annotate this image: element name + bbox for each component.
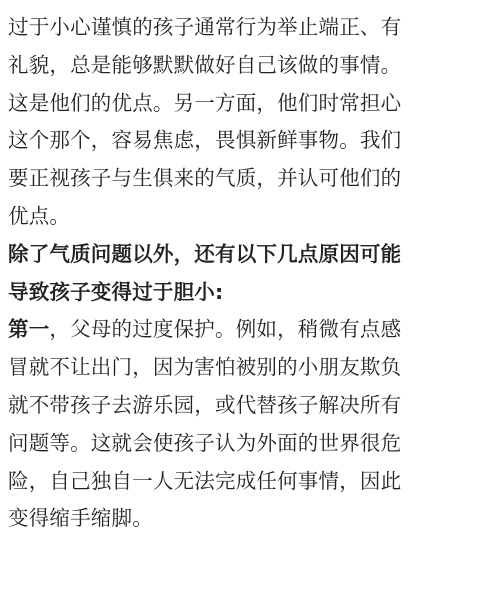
text-line: 过于小心谨慎的孩子通常行为举止端正、有 [8, 15, 402, 39]
text-line: 这是他们的优点。另一方面，他们时常担心 [8, 90, 402, 115]
text-line: 礼貌，总是能够默默做好自己该做的事情。 [8, 52, 402, 77]
text-line: 变得缩手缩脚。 [8, 506, 153, 531]
text-line: 问题等。这就会使孩子认为外面的世界很危 [8, 430, 402, 455]
heading-line: 除了气质问题以外，还有以下几点原因可能 [8, 241, 402, 266]
text-line: 就不带孩子去游乐园，或代替孩子解决所有 [8, 392, 402, 417]
paragraph-intro [8, 9, 486, 236]
heading-line: 导致孩子变得过于胆小: [8, 279, 224, 304]
text-line: 要正视孩子与生俱来的气质，并认可他们的 [8, 166, 402, 191]
text-line: 险，自己独自一人无法完成任何事情，因此 [8, 468, 402, 493]
text-line: 优点。 [8, 203, 71, 228]
section-heading [8, 236, 486, 312]
text-line [8, 311, 486, 349]
lead-rest: ，父母的过度保护。例如，稍微有点感 [49, 317, 402, 342]
lead-label: 第一 [8, 317, 50, 342]
text-line: 这个那个，容易焦虑，畏惧新鲜事物。我们 [8, 128, 402, 153]
text-line: 冒就不让出门，因为害怕被别的小朋友欺负 [8, 355, 402, 380]
paragraph-first-reason [8, 311, 486, 538]
